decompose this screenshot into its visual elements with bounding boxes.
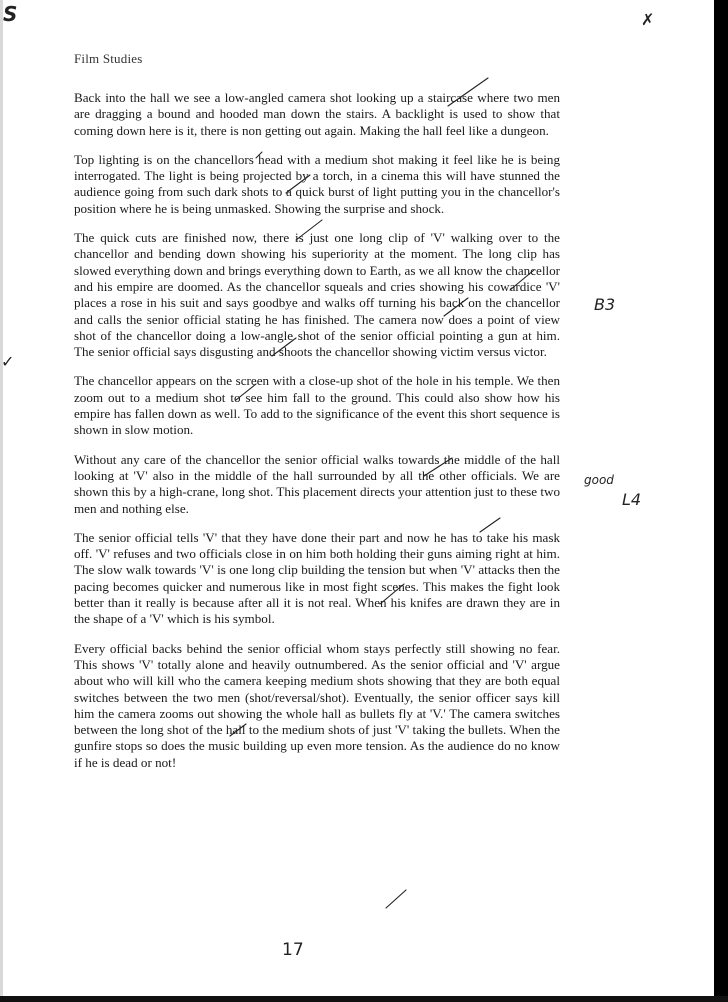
scan-edge-right	[714, 0, 728, 1002]
handwritten-mark-top-left: S	[3, 2, 18, 26]
scan-edge-left	[0, 0, 3, 1002]
page-header: Film Studies	[74, 51, 143, 66]
handwritten-comment-good: good	[584, 473, 614, 487]
paragraph-gunfire: Every official backs behind the senior official whom stays perfectly still showing no fear. This shows 'V' totally alone and heavily outnumbered. As the senior official and 'V' argue about who will kill who the camera keeping medium shots showing that they are both equal switches between the two men (shot/reversal/shot). Eventually, the senior officer says kill him the camera zooms out showing the whole hall as bullets fly at 'V.' The camera switches between the long shot of the hall to the medium shots of just 'V' taking the bullets. When the gunfire stops so does the music building up even more tension. As the audience do no know if he is dead or not!	[74, 640, 560, 770]
handwritten-mark-top-right: ✗	[641, 10, 655, 29]
page-number: 17	[282, 940, 304, 960]
scan-edge-bottom	[0, 996, 728, 1002]
paragraph-high-crane: Without any care of the chancellor the senior official walks towards the middle of the hall looking at 'V' also in the middle of the hall surrounded by all the other officials. We are shown this by a high-crane, long shot. This placement directs your attention just to these two men and nothing else.	[74, 451, 560, 516]
paragraph-staircase: Back into the hall we see a low-angled camera shot looking up a staircase where two men are dragging a bound and hooded man down the stairs. A backlight is used to show that coming down here is it, there is non getting out again. Making the hall feel like a dungeon.	[74, 90, 560, 138]
tick-mark	[386, 890, 406, 908]
handwritten-mark-left-margin: ✓	[1, 352, 15, 371]
handwritten-comment-l4: L4	[622, 490, 642, 509]
paragraph-long-clip: The quick cuts are finished now, there is just one long clip of 'V' walking over to the chancellor and bending down showing his superiority at the moment. The long clip has slowed everything down and brings everything down to Earth, as we all know the chancellor and his empire are doomed. As the chancellor squeals and cries showing his cowardice 'V' places a rose in his suit and says goodbye and walks off turning his back on the chancellor and calls the senior official stating he has finished. The camera now does a point of view shot of the chancellor doing a low-angle shot of the senior official pointing a gun at him. The senior official says disgusting and shoots the chancellor showing victim versus victor.	[74, 230, 560, 360]
paragraph-top-lighting: Top lighting is on the chancellors head with a medium shot making it feel like he is being interrogated. The light is being projected by a torch, in a cinema this will have stunned the audience going from such dark shots to a quick burst of light putting you in the chancellor's position where he is being unmasked. Showing the surprise and shock.	[74, 151, 560, 216]
handwritten-grade-b3: B3	[594, 295, 616, 314]
paragraph-close-up: The chancellor appears on the screen with a close-up shot of the hole in his temple. We then zoom out to a medium shot to see him fall to the ground. This could also show how his empire has fallen down as well. To add to the significance of the event this short sequence is shown in slow motion.	[74, 373, 560, 438]
paragraph-fight: The senior official tells 'V' that they have done their part and now he has to take his mask off. 'V' refuses and two officials close in on him both holding their guns aiming right at him. The slow walk towards 'V' is one long clip building the tension but when 'V' attacks then the pacing becomes quicker and numerous like in most fight scenes. This makes the fight look better than it really is because after all it is not real. When his knifes are drawn they are in the shape of a 'V' which is his symbol.	[74, 529, 560, 627]
essay-body	[74, 90, 560, 784]
